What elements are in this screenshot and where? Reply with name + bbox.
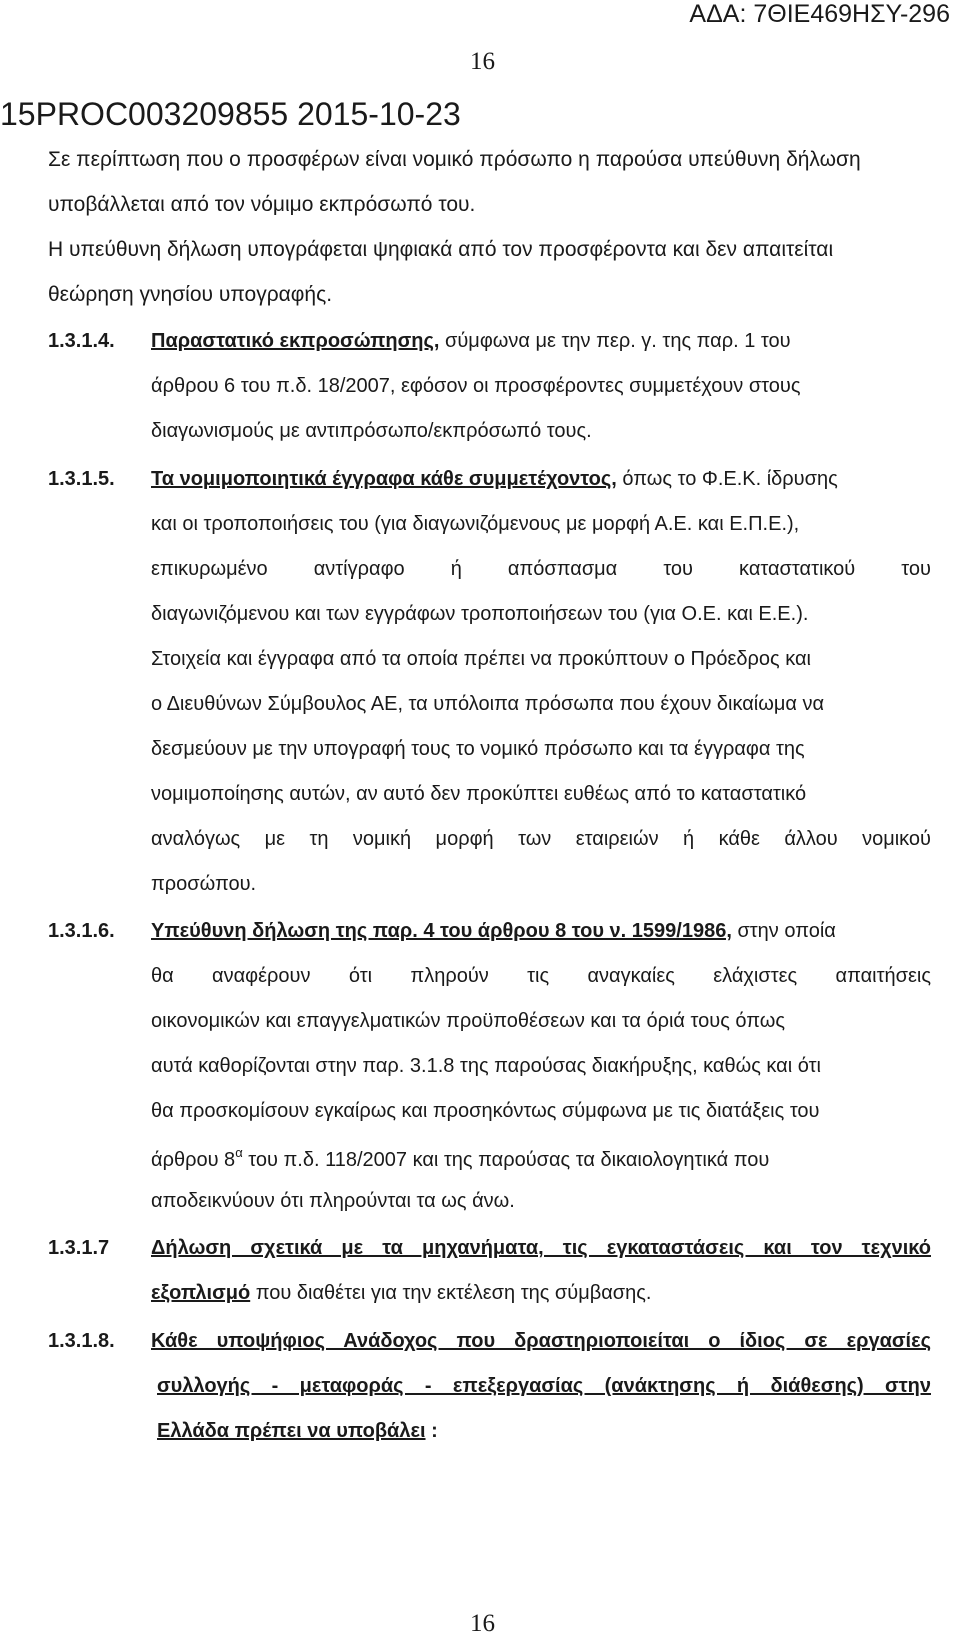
section-text: σύμφωνα με την περ. γ. της παρ. 1 του <box>445 330 791 352</box>
section-1316-line-2: θα αναφέρουν ότι πληρούν τις αναγκαίες ελάχιστες απαιτήσεις <box>151 965 931 987</box>
section-number: 1.3.1.5. <box>48 468 115 490</box>
intro-line-3: Η υπεύθυνη δήλωση υπογράφεται ψηφιακά από τον προσφέροντα και δεν απαιτείται <box>48 238 834 261</box>
section-1316-line-1 <box>151 920 931 943</box>
section-number: 1.3.1.6. <box>48 920 115 942</box>
section-text: όπως το Φ.Ε.Κ. ίδρυσης <box>622 468 838 490</box>
section-1315-line-9: αναλόγως με τη νομική μορφή των εταιρειών ή κάθε άλλου νομικού <box>151 828 931 850</box>
section-1315-line-4: διαγωνιζόμενου και των εγγράφων τροποποιήσεων του (για Ο.Ε. και Ε.Ε.). <box>151 603 809 625</box>
section-title: Ελλάδα πρέπει να υποβάλει <box>157 1420 426 1442</box>
section-1315-line-2: και οι τροποποιήσεις του (για διαγωνιζόμενους με μορφή Α.Ε. και Ε.Π.Ε.), <box>151 513 800 535</box>
section-1315-line-1 <box>151 468 931 491</box>
section-title: Παραστατικό εκπροσώπησης, <box>151 330 440 352</box>
superscript: α <box>235 1145 243 1160</box>
section-text: άρθρου 8 <box>151 1149 236 1171</box>
section-1318-line-2: συλλογής - μεταφοράς - επεξεργασίας (ανάκτησης ή διάθεσης) στην <box>157 1375 931 1397</box>
section-1315-line-8: νομιμοποίησης αυτών, αν αυτό δεν προκύπτει ευθέως από το καταστατικό <box>151 783 807 805</box>
section-1316-line-6 <box>151 1145 931 1172</box>
section-1317-line-2 <box>151 1282 931 1305</box>
section-1316-line-3: οικονομικών και επαγγελματικών προϋποθέσεων και τα όριά τους όπως <box>151 1010 785 1032</box>
section-number: 1.3.1.7 <box>48 1237 110 1259</box>
page-number-bottom: 16 <box>470 1610 495 1637</box>
section-1316-line-5: θα προσκομίσουν εγκαίρως και προσηκόντως σύμφωνα με τις διατάξεις του <box>151 1100 820 1122</box>
proc-id: 15PROC003209855 2015-10-23 <box>0 96 461 132</box>
section-text: στην οποία <box>737 920 836 942</box>
section-title: Τα νομιμοποιητικά έγγραφα κάθε συμμετέχοντος, <box>151 468 617 490</box>
section-text: που διαθέτει για την εκτέλεση της σύμβασης. <box>255 1282 652 1304</box>
section-number: 1.3.1.4. <box>48 330 115 352</box>
section-1314-line-3: διαγωνισμούς με αντιπρόσωπο/εκπρόσωπό τους. <box>151 420 592 442</box>
section-1316-line-4: αυτά καθορίζονται στην παρ. 3.1.8 της παρούσας διακήρυξης, καθώς και ότι <box>151 1055 821 1077</box>
section-1315-line-10: προσώπου. <box>151 873 257 895</box>
section-title: εξοπλισμό <box>151 1282 251 1304</box>
ada-code: ΑΔΑ: 7ΘΙΕ469ΗΣΥ-296 <box>689 0 950 28</box>
intro-line-2: υποβάλλεται από τον νόμιμο εκπρόσωπό του. <box>48 193 476 216</box>
intro-line-4: θεώρηση γνησίου υπογραφής. <box>48 283 333 306</box>
section-1314-line-2: άρθρου 6 του π.δ. 18/2007, εφόσον οι προσφέροντες συμμετέχουν στους <box>151 375 801 397</box>
section-1318-line-3 <box>157 1420 937 1443</box>
page-number-top: 16 <box>470 48 495 75</box>
section-1314-line-1 <box>151 330 931 353</box>
section-title: Υπεύθυνη δήλωση της παρ. 4 του άρθρου 8 του ν. 1599/1986, <box>151 920 732 942</box>
section-1316-line-7: αποδεικνύουν ότι πληρούνται τα ως άνω. <box>151 1190 515 1212</box>
section-number: 1.3.1.8. <box>48 1330 115 1352</box>
section-1315-line-5: Στοιχεία και έγγραφα από τα οποία πρέπει να προκύπτουν ο Πρόεδρος και <box>151 648 811 670</box>
section-1315-line-7: δεσμεύουν με την υπογραφή τους το νομικό πρόσωπο και τα έγγραφα της <box>151 738 805 760</box>
section-text: : <box>431 1420 438 1442</box>
section-text: του π.δ. 118/2007 και της παρούσας τα δικαιολογητικά που <box>248 1149 770 1171</box>
intro-line-1: Σε περίπτωση που ο προσφέρων είναι νομικό πρόσωπο η παρούσα υπεύθυνη δήλωση <box>48 148 861 171</box>
section-1317-line-1: Δήλωση σχετικά με τα μηχανήματα, τις εγκαταστάσεις και τον τεχνικό <box>151 1237 931 1259</box>
section-1318-line-1: Κάθε υποψήφιος Ανάδοχος που δραστηριοποιείται ο ίδιος σε εργασίες <box>151 1330 931 1352</box>
section-1315-line-6: ο Διευθύνων Σύμβουλος ΑΕ, τα υπόλοιπα πρόσωπα που έχουν δικαίωμα να <box>151 693 825 715</box>
section-1315-line-3: επικυρωμένο αντίγραφο ή απόσπασμα του καταστατικού του <box>151 558 931 580</box>
